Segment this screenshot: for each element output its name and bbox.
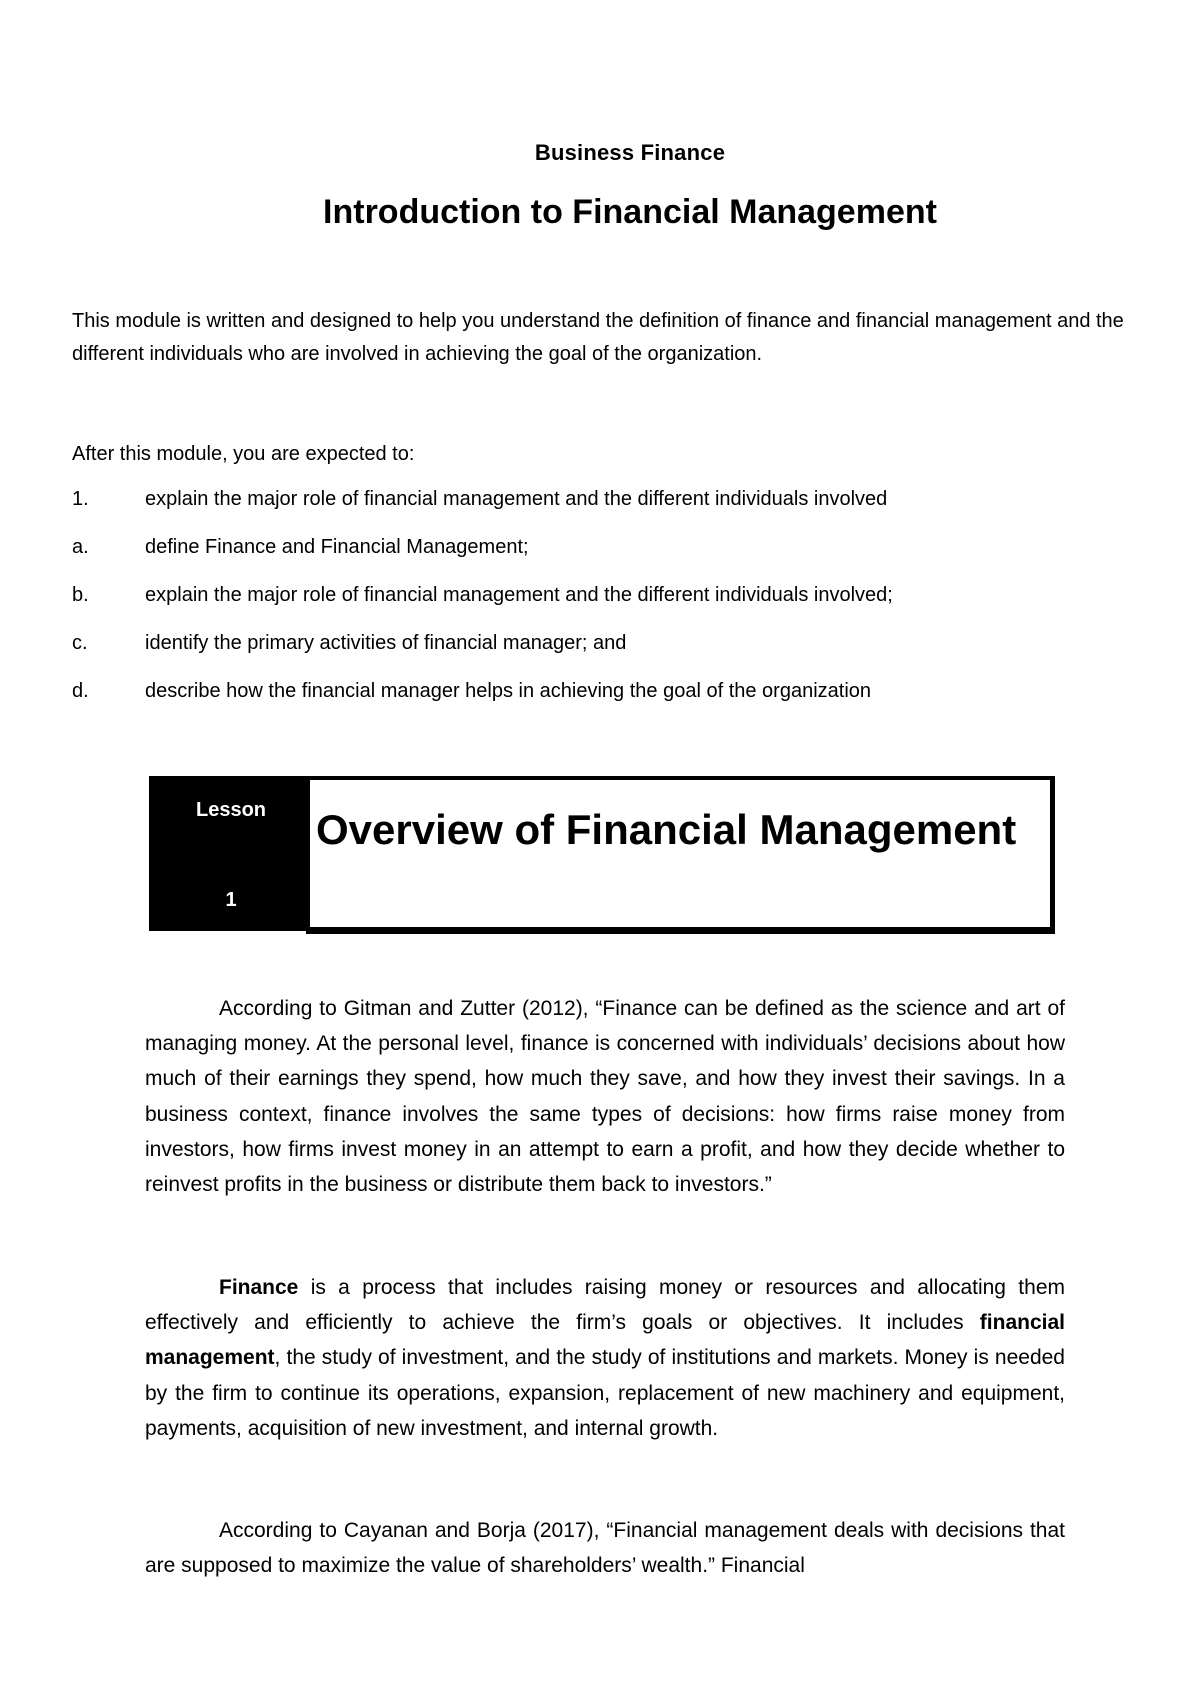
paragraph-text: is a process that includes raising money or resources and allocating them effectively and efficiently to achieve the firm’s goals or objectives. It includes — [145, 1276, 1065, 1335]
module-title: Introduction to Financial Management — [323, 193, 937, 231]
objective-marker: d. — [72, 680, 89, 702]
term-financial-management: financial management — [145, 1311, 1065, 1370]
objective-marker: b. — [72, 584, 89, 606]
objective-marker: c. — [72, 632, 88, 654]
objective-item — [72, 581, 1172, 629]
lesson-label: Lesson — [195, 799, 267, 821]
body-paragraph-3: According to Cayanan and Borja (2017), “Financial management deals with decisions that are supposed to maximize the value of shareholders’ wealth.” Financial — [145, 1519, 1065, 1578]
term-finance: Finance — [219, 1276, 299, 1299]
objective-marker: a. — [72, 536, 89, 558]
objective-text: explain the major role of financial management and the different individuals involved; — [145, 584, 893, 606]
objectives-list — [72, 485, 1172, 725]
lesson-banner — [149, 776, 1061, 936]
objective-text: identify the primary activities of financial manager; and — [145, 632, 627, 654]
objective-item — [72, 533, 1172, 581]
lesson-title: Overview of Financial Management — [316, 806, 1017, 853]
paragraph-text: , the study of investment, and the study of institutions and markets. Money is needed by the firm to continue its operations, expansion, replacement of new machinery and equipment, payments, acquisition of new investment, and internal growth. — [145, 1346, 1065, 1440]
objective-text: describe how the financial manager helps in achieving the goal of the organization — [145, 680, 872, 702]
objectives-lead: After this module, you are expected to: — [72, 443, 415, 465]
objective-text: define Finance and Financial Management; — [145, 536, 529, 558]
lesson-label-block — [149, 776, 313, 931]
body-paragraph-1: According to Gitman and Zutter (2012), “Finance can be defined as the science and art of managing money. At the personal level, finance is concerned with individuals’ decisions about how much of their earnings they spend, how much they save, and how they invest their savings. In a business context, finance involves the same types of decisions: how firms raise money from investors, how firms invest money in an attempt to earn a profit, and how they decide whether to reinvest profits in the business or distribute them back to investors.” — [145, 997, 1065, 1197]
lesson-number: 1 — [225, 889, 237, 911]
body-paragraph-2 — [145, 1270, 1065, 1446]
objective-item — [72, 629, 1172, 677]
objective-item — [72, 485, 1172, 533]
objective-marker: 1. — [72, 488, 89, 510]
objective-item — [72, 677, 1172, 725]
intro-paragraph: This module is written and designed to help you understand the definition of finance and financial management and the different individuals who are involved in achieving the goal of the organization. — [72, 310, 1124, 365]
lesson-title-box — [306, 776, 1055, 934]
objective-text: explain the major role of financial management and the different individuals involved — [145, 488, 888, 510]
course-title: Business Finance — [534, 140, 726, 165]
